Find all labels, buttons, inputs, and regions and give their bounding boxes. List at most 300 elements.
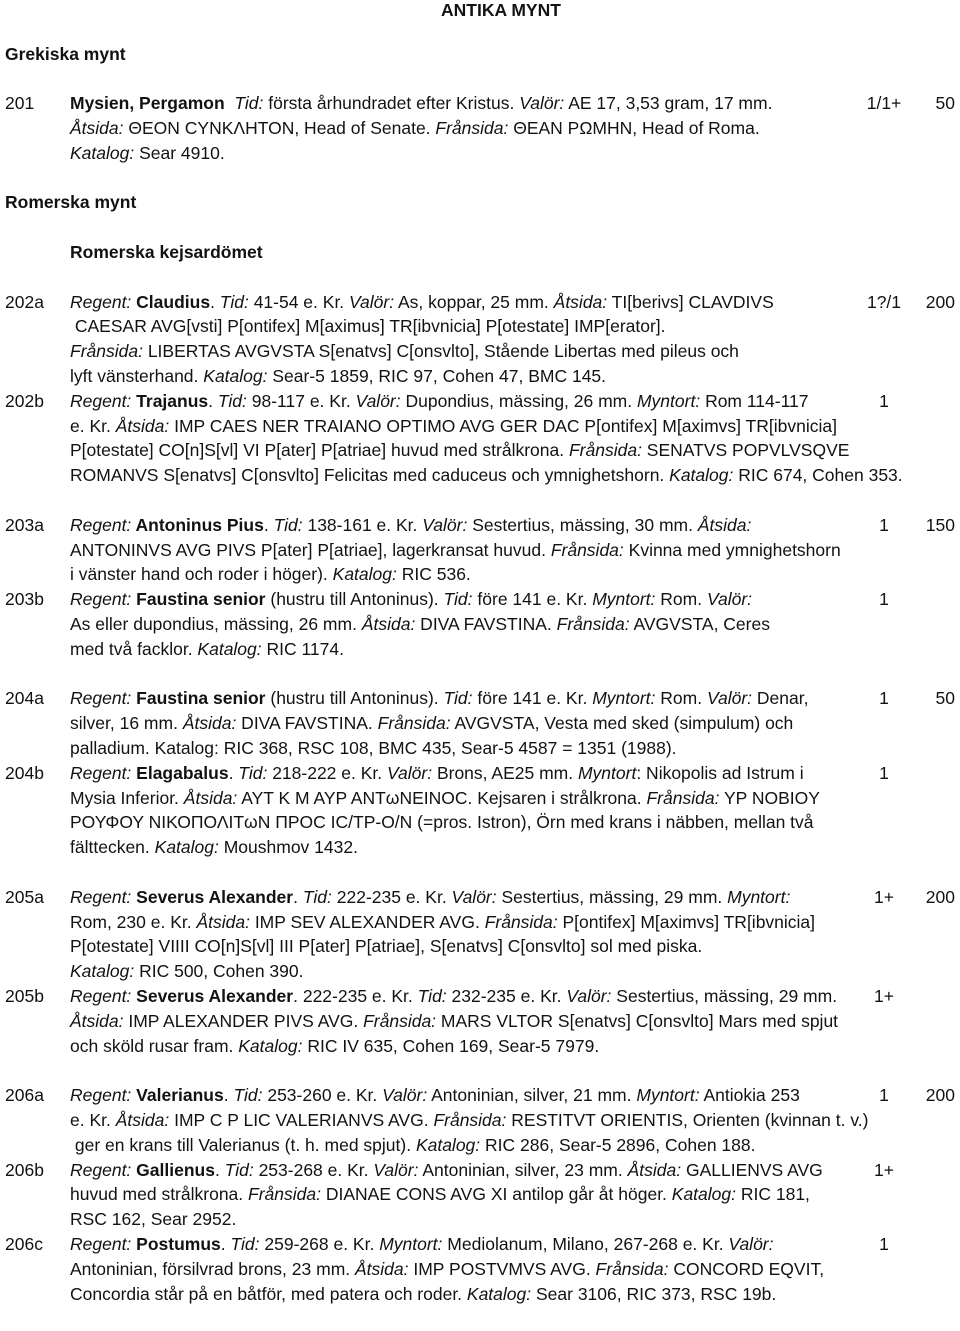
catalog-entry [0, 1158, 960, 1232]
entry-line [0, 339, 960, 364]
entry-line [0, 934, 960, 959]
entry-text: : Nikopolis ad Istrum i [636, 762, 804, 783]
lot-number: 205b [5, 985, 44, 1006]
entry-line-text [70, 1232, 774, 1257]
entry-text: Rom 114-117 [700, 390, 809, 411]
lot-number: 203b [5, 589, 44, 610]
catalog-entry [0, 686, 960, 760]
entry-line-text [70, 314, 666, 339]
entry-text: ΡΟΥΦΟΥ ΝΙΚΟΠΟΛΙΤωΝ ΠΡΟC IC/TP-O/N (=pros. Istron), Örn med krans i näbben, mellan två [70, 812, 814, 833]
entry-text: Sestertius, mässing, 29 mm. [496, 886, 728, 907]
entry-text: 41-54 e. Kr. [248, 291, 350, 312]
field-label: Åtsida: [183, 787, 238, 808]
grade: 1 [879, 1085, 889, 1106]
field-label: Åtsida: [553, 291, 608, 312]
estimate-price: 50 [935, 93, 955, 114]
catalog-lot [0, 91, 960, 165]
regent-name: Faustina senior [131, 589, 266, 610]
field-label: Frånsida: [435, 118, 509, 139]
entry-line [0, 984, 960, 1009]
catalog-entry [0, 761, 960, 860]
field-label: Myntort: [727, 886, 791, 907]
field-label: Regent: [70, 390, 132, 411]
entry-text: DIVA FAVSTINA. [415, 614, 557, 635]
entry-text: Brons, AE25 mm. [432, 762, 578, 783]
grade: 1+ [874, 1159, 894, 1180]
entry-text: . [208, 390, 218, 411]
entry-line [0, 364, 960, 389]
entry-text: Sear-5 1859, RIC 97, Cohen 47, BMC 145. [267, 366, 607, 387]
entry-text: RIC 500, Cohen 390. [134, 961, 304, 982]
entry-text: 218-222 e. Kr. [267, 762, 387, 783]
entry-line [0, 761, 960, 786]
entry-text: Sestertius, mässing, 29 mm. [611, 985, 838, 1006]
entry-text: Antoninian, silver, 21 mm. [427, 1085, 637, 1106]
field-label: Regent: [70, 1159, 132, 1180]
entry-text: 232-235 e. Kr. [446, 985, 567, 1006]
field-label: Valör: [373, 1159, 419, 1180]
entry-text: RIC 286, Sear-5 2896, Cohen 188. [480, 1134, 756, 1155]
entry-text: ΘΕΟΝ CYNKΛΗΤΟΝ, Head of Senate. [123, 118, 436, 139]
entry-line-text [70, 934, 702, 959]
grade: 1?/1 [866, 291, 902, 312]
field-label: Valör: [519, 93, 565, 114]
entry-text: Denar, [752, 688, 809, 709]
entry-text: AYT K M AYP ANTωNEINOC. Kejsaren i strålkrona. [237, 787, 647, 808]
entry-line-text [70, 1034, 599, 1059]
field-label: Frånsida: [248, 1184, 321, 1205]
regent-name: Valerianus [131, 1085, 224, 1106]
entry-text: före 141 e. Kr. [472, 688, 593, 709]
field-label: Tid: [233, 1085, 263, 1106]
entry-line [0, 1108, 960, 1133]
field-label: Regent: [70, 688, 132, 709]
entry-text: första århundradet efter Kristus. [263, 93, 520, 114]
entry-text: ANTONINVS AVG PIVS P[ater] P[atriae], lagerkransat huvud. [70, 539, 551, 560]
entry-line [0, 1232, 960, 1257]
regent-name: Postumus [131, 1233, 221, 1254]
section-heading: Grekiska mynt [5, 43, 126, 64]
lot-number: 204a [5, 688, 44, 709]
grade: 1 [879, 688, 889, 709]
field-label: Myntort: [379, 1233, 443, 1254]
field-label: Frånsida: [556, 614, 630, 635]
entry-text: 222-235 e. Kr. [331, 886, 452, 907]
field-label: Katalog: [203, 366, 268, 387]
entry-line [0, 786, 960, 811]
entry-line-text [70, 91, 772, 116]
field-label: Katalog: [332, 564, 397, 585]
entry-line [0, 1282, 960, 1307]
entry-line-text [70, 984, 837, 1009]
entry-line-text [70, 389, 809, 414]
field-label: Myntort: [636, 1085, 700, 1106]
entry-text: Rom. [655, 688, 707, 709]
entry-text: ger en krans till Valerianus (t. h. med spjut). [70, 1134, 416, 1155]
entry-line-text [70, 562, 471, 587]
entry-line [0, 414, 960, 439]
entry-text: . [223, 1085, 234, 1106]
catalog-entry [0, 984, 960, 1058]
entry-text: IMP C P LIC VALERIANVS AVG. [169, 1109, 434, 1130]
field-label: Åtsida: [115, 1109, 170, 1130]
field-label: Tid: [273, 514, 303, 535]
entry-text: fälttecken. [70, 837, 155, 858]
lot-number: 202a [5, 291, 44, 312]
entry-text: AVGVSTA, Vesta med sked (simpulum) och [450, 713, 794, 734]
field-label: Regent: [70, 762, 132, 783]
entry-line [0, 910, 960, 935]
grade: 1+ [874, 985, 894, 1006]
lot-number: 203a [5, 514, 44, 535]
field-label: Regent: [70, 514, 132, 535]
grade: 1 [879, 1233, 889, 1254]
entry-line-text [70, 538, 841, 563]
entry-text: MARS VLTOR S[enatvs] C[onsvlto] Mars med spjut [436, 1010, 839, 1031]
regent-name: Claudius [131, 291, 211, 312]
entry-line [0, 438, 960, 463]
entry-text: As, koppar, 25 mm. [394, 291, 554, 312]
field-label: Valör: [387, 762, 433, 783]
entry-line [0, 1133, 960, 1158]
entry-line [0, 1257, 960, 1282]
entry-line-text [70, 686, 808, 711]
entry-text: P[otestate] CO[n]S[vl] VI P[ater] P[atriae] huvud med strålkrona. [70, 440, 569, 461]
field-label: Tid: [219, 291, 249, 312]
field-label: Katalog: [466, 1283, 532, 1304]
field-label: Katalog: [669, 465, 734, 486]
field-label: Frånsida: [595, 1258, 669, 1279]
entry-text: LIBERTAS AVGVSTA S[enatvs] C[onsvlto], Stående Libertas med pileus och [142, 341, 739, 362]
entry-text: (hustru till Antoninus). [265, 688, 444, 709]
field-label: Frånsida: [363, 1010, 437, 1031]
entry-line [0, 736, 960, 761]
entry-line-text [70, 141, 225, 166]
entry-text: . [214, 1159, 225, 1180]
entry-text: DIANAE CONS AVG XI antilop går åt höger. [320, 1184, 672, 1205]
field-label: Katalog: [70, 961, 135, 982]
catalog-entry [0, 290, 960, 389]
field-label: Tid: [234, 93, 264, 114]
field-label: Katalog: [70, 142, 135, 163]
entry-line [0, 1009, 960, 1034]
grade: 1 [879, 762, 889, 783]
entry-line-text [70, 637, 344, 662]
entry-text: . [210, 291, 220, 312]
field-label: Frånsida: [433, 1109, 507, 1130]
field-label: Myntort: [592, 688, 656, 709]
entry-text: TI[berivs] CLAVDIVS [607, 291, 774, 312]
field-label: Regent: [70, 985, 132, 1006]
field-label: Katalog: [197, 638, 262, 659]
estimate-price: 200 [925, 1085, 955, 1106]
entry-text: ΘΕΑΝ ΡΩΜΗΝ, Head of Roma. [508, 118, 760, 139]
entry-line [0, 612, 960, 637]
entry-text: RIC 674, Cohen 353. [733, 465, 903, 486]
entry-line-text [70, 116, 760, 141]
entry-line-text [70, 612, 770, 637]
field-label: Åtsida: [355, 1258, 409, 1279]
entry-text: GALLIENVS AVG [681, 1159, 823, 1180]
field-label: Åtsida: [70, 1010, 124, 1031]
catalog-entry [0, 1083, 960, 1157]
field-label: Åtsida: [182, 713, 237, 734]
field-label: Åtsida: [70, 118, 124, 139]
entry-text: 98-117 e. Kr. [246, 390, 356, 411]
entry-text: 253-260 e. Kr. [262, 1085, 383, 1106]
subsection-heading-row [0, 240, 960, 265]
entry-text: Mysia Inferior. [70, 787, 184, 808]
field-label: Frånsida: [484, 911, 558, 932]
field-label: Valör: [422, 514, 468, 535]
entry-text: Sestertius, mässing, 30 mm. [467, 514, 698, 535]
catalog-entry [0, 587, 960, 661]
field-label: Valör: [728, 1233, 774, 1254]
field-label: Valör: [355, 390, 401, 411]
field-label: Valör: [706, 589, 753, 610]
grade: 1/1+ [866, 93, 902, 114]
entry-text: . [228, 762, 239, 783]
entry-line [0, 1158, 960, 1183]
lot-number: 201 [5, 93, 35, 114]
entry-text: e. Kr. [70, 415, 116, 436]
field-label: Åtsida: [627, 1159, 682, 1180]
entry-line-text [70, 736, 677, 761]
entry-text: P[otestate] VIIII CO[n]S[vl] III P[ater] P[atriae], S[enatvs] C[onsvlto] sol med piska. [70, 936, 703, 957]
entry-text: Rom. [655, 589, 707, 610]
entry-text: palladium. Katalog: RIC 368, RSC 108, BMC 435, Sear-5 4587 = 1351 (1988). [70, 738, 677, 758]
field-label: Tid: [302, 886, 332, 907]
grade: 1 [879, 514, 889, 535]
entry-line [0, 686, 960, 711]
entry-line-text [70, 810, 814, 835]
subsection-heading: Romerska kejsardömet [70, 242, 263, 263]
regent-name: Faustina senior [131, 688, 266, 709]
field-label: Tid: [443, 688, 473, 709]
entry-text: Sear 4910. [134, 142, 225, 163]
entry-line [0, 314, 960, 339]
entry-line [0, 1083, 960, 1108]
entry-line [0, 562, 960, 587]
entry-text: . 222-235 e. Kr. [293, 985, 418, 1006]
entry-line [0, 91, 960, 116]
lot-number: 206c [5, 1233, 43, 1254]
field-label: Valör: [706, 688, 753, 709]
estimate-price: 150 [925, 514, 955, 535]
entry-line-text [70, 711, 793, 736]
entry-text: RIC 1174. [261, 638, 344, 659]
field-label: Tid: [417, 985, 447, 1006]
catalog-lot [0, 290, 960, 488]
entry-line [0, 513, 960, 538]
entry-text: RSC 162, Sear 2952. [70, 1209, 237, 1230]
field-label: Regent: [70, 291, 132, 312]
entry-text: AE 17, 3,53 gram, 17 mm. [564, 93, 773, 114]
entry-line-text [70, 1133, 755, 1158]
catalog-lot [0, 686, 960, 860]
entry-line-text [70, 438, 849, 463]
field-label: Frånsida: [70, 341, 143, 362]
field-label: Tid: [217, 390, 247, 411]
entry-line [0, 885, 960, 910]
entry-text: i vänster hand och roder i höger). [70, 564, 333, 585]
regent-name: Trajanus [131, 390, 209, 411]
catalog-lot [0, 513, 960, 662]
field-label: Katalog: [154, 837, 219, 858]
field-label: Frånsida: [377, 713, 451, 734]
entry-line-text [70, 1207, 236, 1232]
lot-number: 202b [5, 390, 44, 411]
entry-text: Antoninian, silver, 23 mm. [418, 1159, 628, 1180]
lot-number: 206a [5, 1085, 44, 1106]
entry-line-text [70, 414, 837, 439]
field-label: Valör: [349, 291, 395, 312]
estimate-price: 50 [935, 688, 955, 709]
entry-line [0, 116, 960, 141]
entry-line-text [70, 513, 751, 538]
entry-text: RIC 181, [736, 1184, 810, 1205]
entry-line-text [70, 290, 774, 315]
entry-text: P[ontifex] M[aximvs] TR[ibvnicia] [557, 911, 816, 932]
entry-line [0, 141, 960, 166]
entry-line [0, 810, 960, 835]
section-heading: Romerska mynt [5, 192, 137, 213]
grade: 1 [879, 589, 889, 610]
entry-text: . [263, 514, 274, 535]
lot-number: 204b [5, 762, 44, 783]
field-label: Åtsida: [115, 415, 170, 436]
regent-name: Severus Alexander [131, 985, 294, 1006]
entry-text: 259-268 e. Kr. [259, 1233, 380, 1254]
entry-text: 253-268 e. Kr. [253, 1159, 374, 1180]
entry-line-text [70, 1282, 776, 1307]
entry-text: Kvinna med ymnighetshorn [623, 539, 841, 560]
entry-line [0, 389, 960, 414]
entry-text: IMP CAES NER TRAIANO OPTIMO AVG GER DAC P[ontifex] M[aximvs] TR[ibvnicia] [169, 415, 837, 436]
lot-number: 206b [5, 1159, 44, 1180]
field-label: Valör: [451, 886, 497, 907]
entry-text: huvud med strålkrona. [70, 1184, 249, 1205]
entry-text: . [220, 1233, 231, 1254]
catalog-entry [0, 1232, 960, 1306]
entry-line-text [70, 786, 820, 811]
entry-text: (hustru till Antoninus). [265, 589, 444, 610]
entry-text: med två facklor. [70, 638, 198, 659]
entry-text: RIC IV 635, Cohen 169, Sear-5 7979. [302, 1035, 600, 1056]
entry-text: Sear 3106, RIC 373, RSC 19b. [531, 1283, 777, 1304]
field-label: Tid: [230, 1233, 260, 1254]
entry-line-text [70, 1182, 810, 1207]
entry-text: YP NOBIOY [719, 787, 820, 808]
entry-text: DIVA FAVSTINA. [236, 713, 378, 734]
entry-text: och sköld rusar fram. [70, 1035, 239, 1056]
field-label: Åtsida: [361, 614, 416, 635]
entry-text: Mediolanum, Milano, 267-268 e. Kr. [442, 1233, 729, 1254]
entry-line [0, 587, 960, 612]
grade: 1 [879, 390, 889, 411]
field-label: Tid: [443, 589, 473, 610]
field-label: Tid: [238, 762, 268, 783]
entry-text: Dupondius, mässing, 26 mm. [400, 390, 637, 411]
entry-line [0, 1034, 960, 1059]
entry-text: RIC 536. [396, 564, 471, 585]
regent-name: Gallienus [131, 1159, 215, 1180]
entry-text: Antiokia 253 [699, 1085, 800, 1106]
entry-text: CAESAR AVG[vsti] P[ontifex] M[aximus] TR[ibvnicia] P[otestate] IMP[erator]. [70, 316, 666, 337]
entry-text: Rom, 230 e. Kr. [70, 911, 197, 932]
field-label: Regent: [70, 589, 132, 610]
field-label: Valör: [566, 985, 612, 1006]
entry-text: Concordia står på en båtför, med patera och roder. [70, 1283, 467, 1304]
field-label: Frånsida: [646, 787, 720, 808]
entry-line [0, 1207, 960, 1232]
estimate-price: 200 [925, 886, 955, 907]
entry-text: SENATVS POPVLVSQVE [641, 440, 850, 461]
entry-line-text [70, 910, 815, 935]
entry-line [0, 290, 960, 315]
entry-text: Moushmov 1432. [218, 837, 358, 858]
coin-catalog [0, 42, 960, 1331]
entry-text: silver, 16 mm. [70, 713, 183, 734]
entry-text: före 141 e. Kr. [472, 589, 593, 610]
entry-line [0, 538, 960, 563]
field-label: Åtsida: [196, 911, 250, 932]
entry-line [0, 959, 960, 984]
catalog-section [0, 42, 960, 166]
regent-name: Antoninus Pius [131, 514, 264, 535]
entry-line-text [70, 1108, 868, 1133]
entry-line-text [70, 1083, 800, 1108]
entry-line-text [70, 885, 790, 910]
grade: 1+ [874, 886, 894, 907]
entry-line-text [70, 959, 304, 984]
entry-line [0, 711, 960, 736]
regent-name: Elagabalus [131, 762, 229, 783]
field-label: Valör: [382, 1085, 428, 1106]
catalog-entry [0, 91, 960, 165]
field-label: Katalog: [238, 1035, 303, 1056]
entry-line [0, 463, 960, 488]
field-label: Frånsida: [568, 440, 642, 461]
entry-line-text [70, 339, 739, 364]
entry-text: lyft vänsterhand. [70, 366, 204, 387]
entry-line [0, 1182, 960, 1207]
field-label: Myntort [577, 762, 637, 783]
entry-text: IMP SEV ALEXANDER AVG. [249, 911, 485, 932]
entry-text: IMP ALEXANDER PIVS AVG. [123, 1010, 364, 1031]
entry-line-text [70, 1158, 823, 1183]
entry-line-text [70, 1257, 824, 1282]
field-label: Myntort: [636, 390, 701, 411]
catalog-lot [0, 1083, 960, 1306]
catalog-entry [0, 513, 960, 587]
entry-text: AVGVSTA, Ceres [629, 614, 770, 635]
page-title: ANTIKA MYNT [441, 0, 561, 20]
entry-line-text [70, 1009, 838, 1034]
entry-text: . [293, 886, 303, 907]
catalog-section [0, 190, 960, 1306]
field-label: Åtsida: [697, 514, 752, 535]
regent-name: Mysien, Pergamon [70, 93, 235, 114]
entry-text: Antoninian, försilvrad brons, 23 mm. [70, 1258, 355, 1279]
entry-text: RESTITVT ORIENTIS, Orienten (kvinnan t. v.) [506, 1109, 869, 1130]
entry-line [0, 835, 960, 860]
field-label: Tid: [224, 1159, 254, 1180]
catalog-entry [0, 885, 960, 984]
entry-text: e. Kr. [70, 1109, 116, 1130]
field-label: Regent: [70, 886, 132, 907]
field-label: Katalog: [671, 1184, 736, 1205]
